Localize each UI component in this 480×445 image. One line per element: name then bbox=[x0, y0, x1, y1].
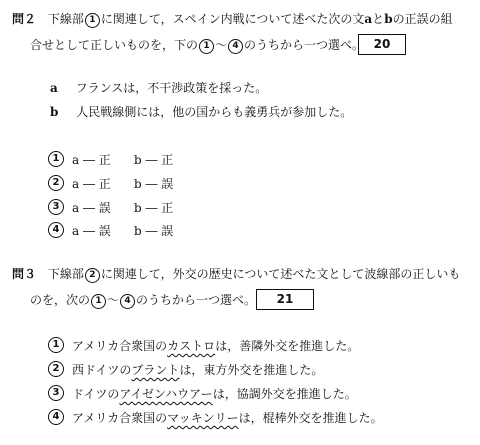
option-a-value: a ― 正 bbox=[72, 177, 111, 191]
option-number-3: 3 bbox=[48, 385, 64, 401]
q3-line1 bbox=[12, 267, 460, 283]
underline-marker-2: 2 bbox=[85, 268, 100, 283]
q2-line1 bbox=[12, 12, 453, 28]
option-a-value: a ― 誤 bbox=[72, 224, 111, 238]
q2-line1-mid: に関連して，スペイン内戦について述べた次の文 bbox=[100, 12, 365, 26]
q3-line1-pre: 下線部 bbox=[47, 267, 84, 281]
q2-label: 問２ bbox=[12, 12, 37, 26]
q2-answer-box[interactable]: 20 bbox=[358, 34, 406, 55]
q2-tilde: 〜 bbox=[215, 38, 228, 52]
q3-line2 bbox=[30, 293, 256, 309]
option-number-2: 2 bbox=[48, 361, 64, 377]
q3-answer-box[interactable]: 21 bbox=[256, 289, 314, 310]
option-number-2: 2 bbox=[48, 175, 64, 191]
option-prefix: 西ドイツの bbox=[72, 363, 132, 377]
option-suffix: は，棍棒外交を推進した。 bbox=[238, 411, 383, 425]
range-end-marker: 4 bbox=[228, 39, 243, 54]
q3-line1-post: に関連して，外交の歴史について述べた文として波線部の正しいも bbox=[100, 267, 461, 281]
q3-label: 問３ bbox=[12, 267, 37, 281]
q3-line2-pre: のを，次の bbox=[30, 293, 91, 307]
option-suffix: は，東方外交を推進した。 bbox=[179, 363, 324, 377]
option-suffix: は，善隣外交を推進した。 bbox=[215, 339, 360, 353]
q3-line2-post: のうちから一つ選べ。 bbox=[136, 293, 257, 307]
option-number-1: 1 bbox=[48, 337, 64, 353]
statement-letter: b bbox=[50, 105, 59, 119]
option-text bbox=[72, 387, 357, 401]
q2-line1-and: と bbox=[372, 12, 385, 26]
q2-line1-pre: 下線部 bbox=[47, 12, 84, 26]
option-b-value: b ― 誤 bbox=[134, 177, 174, 191]
q2-line1-b: b bbox=[384, 12, 393, 26]
range-end-marker: 4 bbox=[120, 294, 135, 309]
option-a-value: a ― 正 bbox=[72, 153, 111, 167]
option-prefix: アメリカ合衆国の bbox=[72, 339, 168, 353]
q2-line2-post: のうちから一つ選べ。 bbox=[244, 38, 365, 52]
option-number-4: 4 bbox=[48, 409, 64, 425]
option-text bbox=[72, 339, 359, 353]
option-b-value: b ― 正 bbox=[134, 153, 174, 167]
option-text bbox=[72, 411, 383, 425]
option-wavy-name: マッキンリー bbox=[167, 411, 239, 425]
q2-line2 bbox=[30, 38, 364, 54]
q2-line2-pre: 合せとして正しいものを，下の bbox=[30, 38, 199, 52]
statement-letter: a bbox=[50, 81, 58, 95]
option-b-value: b ― 誤 bbox=[134, 224, 174, 238]
q3-tilde: 〜 bbox=[107, 293, 120, 307]
range-start-marker: 1 bbox=[199, 39, 214, 54]
option-text bbox=[72, 363, 323, 377]
option-b-value: b ― 正 bbox=[134, 201, 174, 215]
statement-text: 人民戦線側には，他の国からも義勇兵が参加した。 bbox=[76, 105, 353, 119]
option-prefix: アメリカ合衆国の bbox=[72, 411, 168, 425]
option-wavy-name: アイゼンハウアー bbox=[119, 387, 213, 401]
option-a-value: a ― 誤 bbox=[72, 201, 111, 215]
option-wavy-name: カストロ bbox=[167, 339, 216, 353]
option-wavy-name: ブラント bbox=[131, 363, 180, 377]
option-number-1: 1 bbox=[48, 151, 64, 167]
option-suffix: は，協調外交を推進した。 bbox=[212, 387, 357, 401]
range-start-marker: 1 bbox=[91, 294, 106, 309]
q2-line1-post: の正誤の組 bbox=[392, 12, 453, 26]
underline-marker-1: 1 bbox=[85, 13, 100, 28]
q2-statement-b bbox=[50, 105, 352, 119]
statement-text: フランスは，不干渉政策を採った。 bbox=[75, 81, 268, 95]
q2-line1-a: a bbox=[364, 12, 373, 26]
option-number-3: 3 bbox=[48, 199, 64, 215]
option-prefix: ドイツの bbox=[72, 387, 120, 401]
q2-statement-a bbox=[50, 81, 267, 95]
option-number-4: 4 bbox=[48, 222, 64, 238]
